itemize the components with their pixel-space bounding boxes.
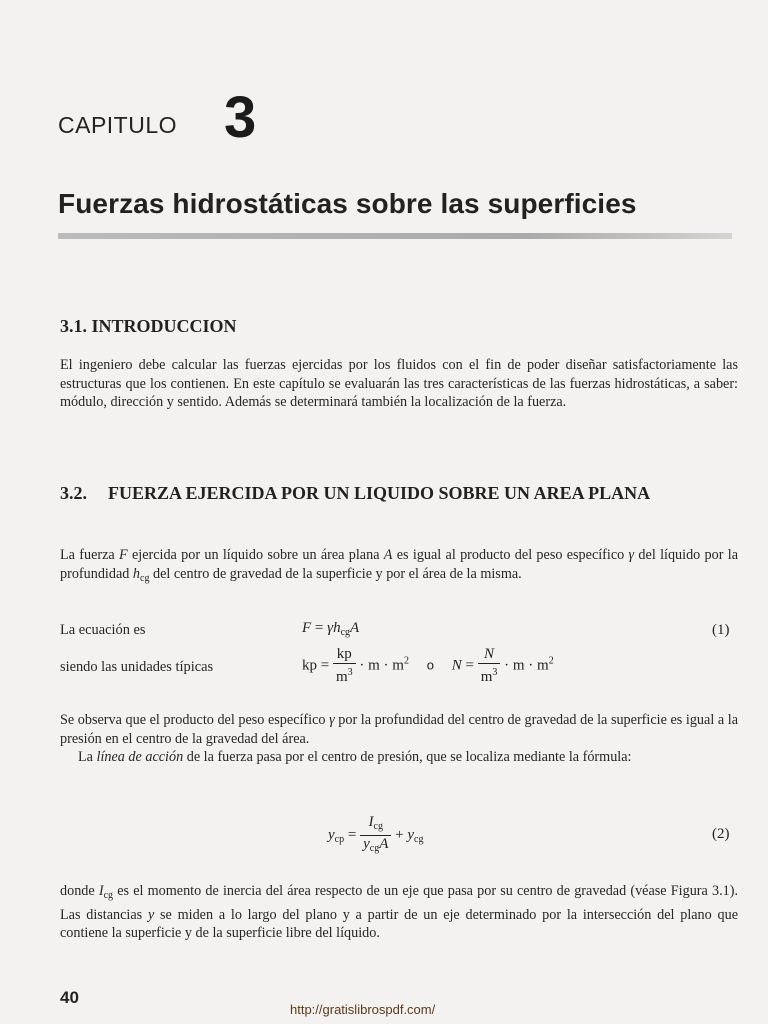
paragraph-force-definition: La fuerza F ejercida por un líquido sobre un área plana A es igual al producto del peso específico γ del líquido por la profundidad $h_{cg}$ del centro de gravedad de la superficie y por el área de la misma. (60, 547, 739, 584)
footer-url-link[interactable]: http://gratislibrospdf.com/ (290, 1002, 436, 1017)
equation-2-number: (2) (712, 826, 730, 842)
paragraph-inertia: donde $I_{cg}$ es el momento de inercia del área respecto de un eje que pasa por su centro de gravedad (véase Figura 3.1). Las distancias y se miden a lo largo del plano y a partir de un eje determinado por la intersección del plano que contiene la superficie y de la superficie libre del líquido. (60, 883, 738, 941)
units-label: siendo las unidades típicas (60, 659, 214, 675)
chapter-label: CAPITULO (58, 112, 178, 138)
chapter-title: Fuerzas hidrostáticas sobre las superficies (58, 188, 637, 219)
page-number: 40 (60, 988, 79, 1007)
equation-2: $y_{cp}$ = $\frac{I_{cg}}{y_{cg}A}$ + $y_{cg}$ (328, 814, 424, 854)
section-heading-number-3-2: 3.2. (60, 483, 87, 503)
section-heading-3-2: FUERZA EJERCIDA POR UN LIQUIDO SOBRE UN AREA PLANA (108, 483, 651, 503)
equation-1-number: (1) (712, 622, 730, 638)
equation-1: $F = \gamma h_{cg}A$ (302, 620, 360, 638)
title-rule (58, 233, 732, 239)
intro-paragraph: El ingeniero debe calcular las fuerzas ejercidas por los fluidos con el fin de poder diseñar satisfactoriamente las estructuras que los contienen. En este capítulo se evaluarán las tres características de las fuerzas hidrostáticas, a saber: módulo, dirección y sentido. Además se determinará también la localización de la fuerza. (60, 357, 738, 410)
section-heading-3-1: 3.1. INTRODUCCION (60, 316, 237, 336)
units-equation: kp = $\frac{kp}{m^3}$ · $m \cdot m^2$ o N = $\frac{N}{m^3}$ · $m \cdot m^2$ (302, 646, 554, 685)
equation-1-label: La ecuación es (60, 622, 146, 638)
chapter-number: 3 (224, 85, 257, 150)
paragraph-line-of-action: La línea de acción de la fuerza pasa por el centro de presión, que se localiza mediante la fórmula: (78, 749, 632, 765)
paragraph-pressure: Se observa que el producto del peso específico γ por la profundidad del centro de gravedad de la superficie es igual a la presión en el centro de la gravedad del área. (60, 712, 738, 747)
